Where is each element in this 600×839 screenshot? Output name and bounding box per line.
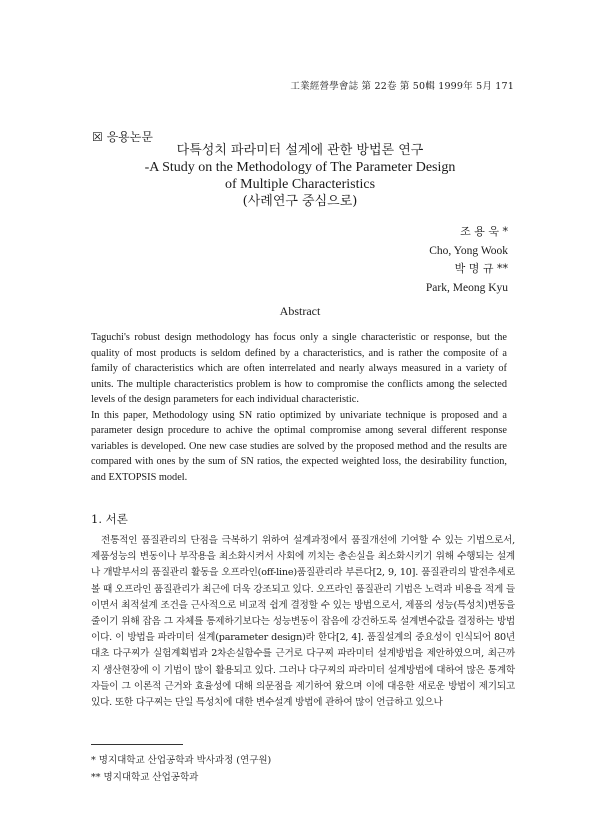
title-english-line1: -A Study on the Methodology of The Parameter Design (144, 160, 456, 175)
abstract-heading: Abstract (279, 304, 321, 318)
abstract-body (91, 330, 507, 485)
title-english-line2: of Multiple Characteristics (224, 177, 376, 192)
abstract-paragraph: Taguchi's robust design methodology has focus only a single characteristic or response, but the quality of most products is seldom defined by a characteristics, and is rather the composite of a family of characteristics which are often interrelated and nearly always measured in a variety of units. The multiple characteristics problem is how to compromise the conflicts among the selected levels of the design parameters for each individual characteristic. (91, 332, 507, 405)
author-2-korean: 박 명 규 ** (454, 262, 508, 275)
running-head: 工業經營學會誌 第 22卷 第 50輯 1999年 5月 171 (290, 81, 514, 92)
footnotes (91, 752, 271, 786)
footnote: ** 명지대학교 산업공학과 (91, 772, 199, 783)
title-korean: 다특성치 파라미터 설계에 관한 방법론 연구 (176, 143, 424, 158)
section-heading: 1. 서론 (91, 512, 128, 526)
abstract-paragraph: In this paper, Methodology using SN ratio optimized by univariate technique is proposed and a parameter design procedure to achive the optimal compromise among several different response variables is developed. One new case studies are solved by the proposed method and the results are compared with ones by the sum of SN ratios, the expected weighted loss, the desirability function, and EXTOPSIS model. (91, 409, 507, 483)
footnote-rule (91, 744, 183, 745)
author-1-english: Cho, Yong Wook (429, 244, 508, 257)
section-tag: ☒ 응용논문 (92, 130, 153, 144)
section-body (91, 533, 515, 711)
author-1-korean: 조 용 욱 * (460, 225, 508, 238)
author-block (426, 223, 508, 297)
title-subtitle: (사례연구 중심으로) (242, 194, 358, 209)
author-2-english: Park, Meong Kyu (425, 281, 508, 294)
title-block (0, 142, 600, 210)
footnote: * 명지대학교 산업공학과 박사과정 (연구원) (91, 755, 272, 766)
body-paragraph: 전통적인 품질관리의 단점을 극복하기 위하여 설계과정에서 품질개선에 기여할 수 있는 기법으로서, 제품성능의 변동이나 부작용을 최소화시켜서 사회에 끼치는 총손실을 최소화시키기 위해 수행되는 설계나 개발부서의 품질관리 활동을 오프라인(off-line)품질관리라 부른다[2, 9, 10]. 품질관리의 발전추세로 볼 때 오프라인 품질관리가 최근에 더욱 강조되고 있다. 오프라인 품질관리 기법은 노력과 비용을 적게 들이면서 최적설계 조건을 근사적으로 비교적 쉽게 결정할 수 있는 방법으로서, 제품의 성능(특성치)변동을 줄이기 위해 잡음 그 자체를 통제하기보다는 성능변동이 잡음에 강건하도록 설계변수값을 결정하는 방법이다. 이 방법을 파라미터 설계(parameter design)라 한다[2, 4]. 품질설계의 중요성이 인식되어 80년대초 다구찌가 실험계획법과 2차손실함수를 근거로 다구찌 파라미터 설계방법을 제안하였으며, 최근까지 생산현장에 이 기법이 많이 활용되고 있다. 그러나 다구찌의 파라미터 설계방법에 대하여 많은 통계학자들이 그 이론적 근거와 효율성에 대해 의문점을 제기하여 왔으며 이에 대응한 새로운 방법이 제기되고 있다. 또한 다구찌는 단일 특성치에 대한 변수설계 방법에 관하여 많이 언급하고 있으나 (91, 535, 515, 709)
